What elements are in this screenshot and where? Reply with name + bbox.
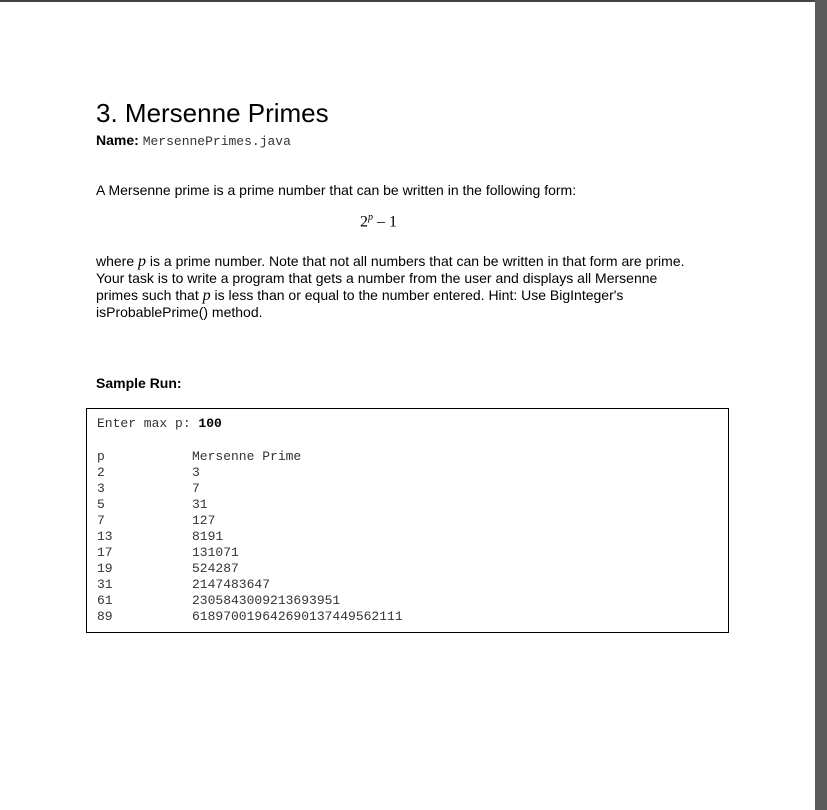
cell-p: 3: [97, 481, 105, 496]
header-mersenne-prime: Mersenne Prime: [192, 449, 302, 464]
cell-mersenne-prime: 2147483647: [192, 577, 271, 592]
cell-p: 13: [97, 529, 113, 544]
desc-line: Your task is to write a program that gets a number from the user and displays all Mersenne: [96, 270, 658, 286]
desc-line: isProbablePrime() method.: [96, 304, 263, 320]
cell-mersenne-prime: 618970019642690137449562111: [192, 609, 403, 624]
viewer-edge: [815, 0, 827, 810]
cell-p: 19: [97, 561, 113, 576]
file-name: MersennePrimes.java: [142, 134, 291, 149]
cell-mersenne-prime: 31: [192, 497, 208, 512]
name-label: Name:: [96, 132, 139, 148]
prompt-input: 100: [198, 416, 222, 431]
prompt-text: Enter max p:: [97, 416, 199, 431]
cell-p: 61: [97, 593, 113, 608]
task-description: [96, 253, 736, 321]
console-prompt: [97, 416, 222, 431]
cell-mersenne-prime: 2305843009213693951: [192, 593, 341, 608]
cell-mersenne-prime: 3: [192, 465, 200, 480]
formula-exponent: p: [368, 212, 373, 223]
cell-mersenne-prime: 8191: [192, 529, 224, 544]
file-name-line: [96, 132, 291, 149]
cell-mersenne-prime: 127: [192, 513, 216, 528]
sample-run-label: Sample Run:: [96, 375, 182, 391]
cell-mersenne-prime: 131071: [192, 545, 239, 560]
cell-mersenne-prime: 524287: [192, 561, 239, 576]
desc-line: primes such that p is less than or equal to the number entered. Hint: Use BigInteger's: [96, 287, 624, 304]
formula-tail: – 1: [373, 213, 397, 231]
cell-p: 7: [97, 513, 105, 528]
cell-p: 17: [97, 545, 113, 560]
cell-p: 2: [97, 465, 105, 480]
header-p: p: [97, 449, 105, 464]
page-title: 3. Mersenne Primes: [96, 98, 329, 128]
mersenne-formula: [360, 212, 397, 231]
cell-mersenne-prime: 7: [192, 481, 200, 496]
cell-p: 5: [97, 497, 105, 512]
formula-base: 2: [360, 213, 368, 231]
sample-run-console: [86, 408, 729, 633]
cell-p: 31: [97, 577, 113, 592]
intro-text: A Mersenne prime is a prime number that can be written in the following form:: [96, 182, 577, 198]
cell-p: 89: [97, 609, 113, 624]
desc-line: where p is a prime number. Note that not all numbers that can be written in that form are prime.: [96, 253, 685, 270]
